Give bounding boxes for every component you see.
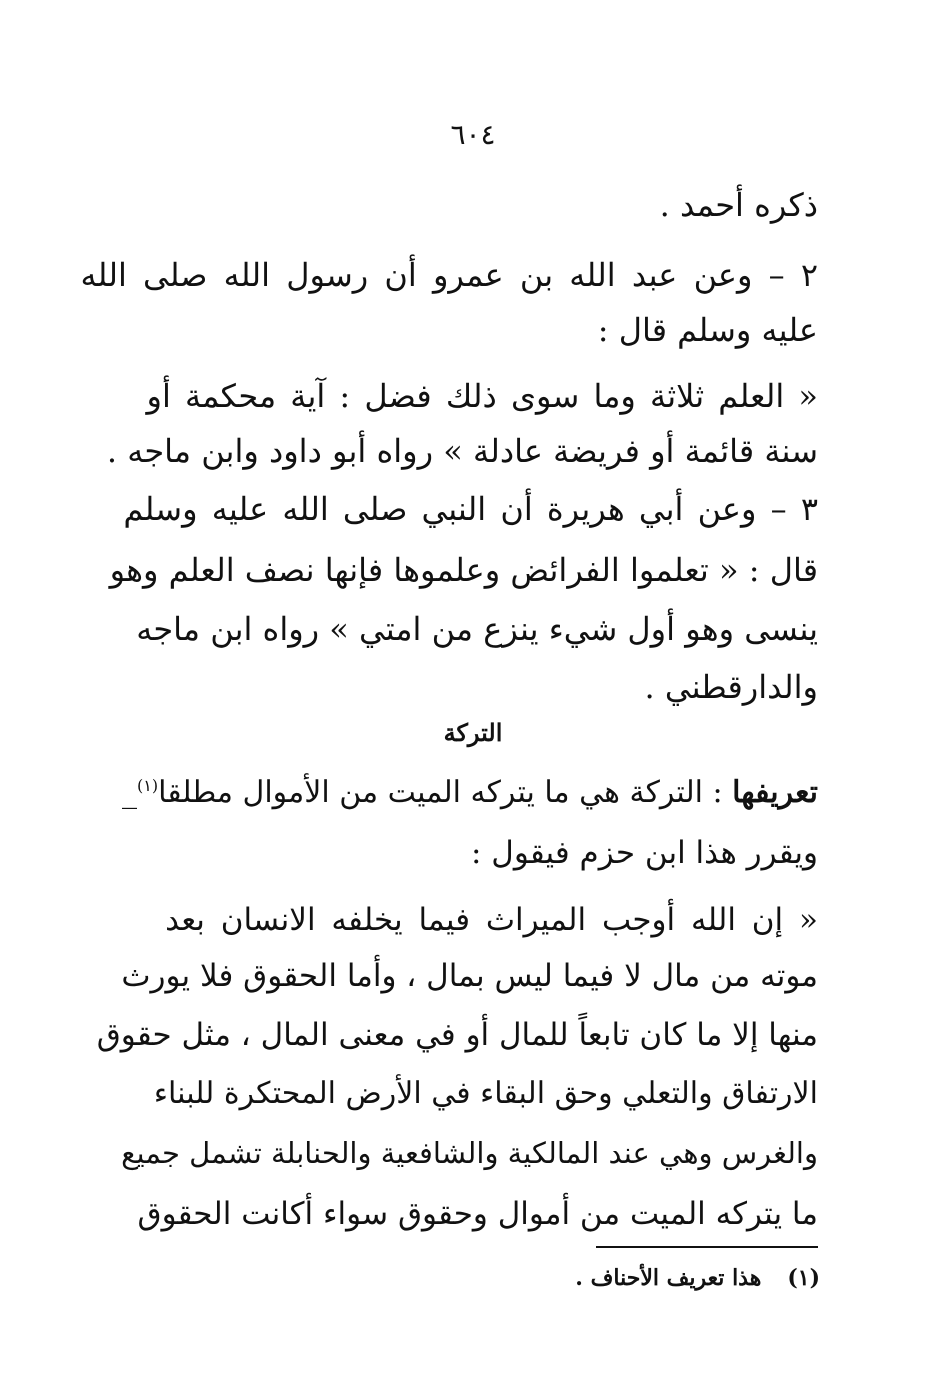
footnote-number: (١) xyxy=(787,1265,820,1291)
text-line: والغرس وهي عند المالكية والشافعية والحنابلة تشمل جميع xyxy=(121,1136,818,1170)
text-line: « العلم ثلاثة وما سوى ذلك فضل : آية محكمة أو xyxy=(146,377,818,415)
footnote-text: هذا تعريف الأحناف . xyxy=(575,1265,762,1291)
definition-content xyxy=(122,775,818,810)
definition-text: : التركة هي ما يتركه الميت من الأموال مطلقا xyxy=(158,775,733,810)
footnote-ref: (١) xyxy=(136,776,159,795)
dash: _ xyxy=(121,775,137,810)
page-number: ٦٠٤ xyxy=(450,118,496,151)
text-line: ٢ – وعن عبد الله بن عمرو أن رسول الله صلى الله xyxy=(80,256,818,294)
text-line: ٣ – وعن أبي هريرة أن النبي صلى الله عليه وسلم xyxy=(123,490,818,528)
text-line: « إن الله أوجب الميراث فيما يخلفه الانسان بعد xyxy=(165,902,818,938)
footnote-separator xyxy=(596,1246,818,1248)
text-line: منها إلا ما كان تابعاً للمال أو في معنى المال ، مثل حقوق xyxy=(96,1017,818,1053)
text-line: سنة قائمة أو فريضة عادلة » رواه أبو داود وابن ماجه . xyxy=(106,432,818,470)
text-line: موته من مال لا فيما ليس بمال ، وأما الحقوق فلا يورث xyxy=(121,958,818,994)
footnote xyxy=(575,1265,820,1291)
text-line: ينسى وهو أول شيء ينزع من امتي » رواه ابن ماجه xyxy=(136,610,818,648)
section-heading: التركة xyxy=(443,718,503,747)
text-line: ما يتركه الميت من أموال وحقوق سواء أكانت الحقوق xyxy=(137,1196,818,1232)
text-line: ذكره أحمد . xyxy=(659,186,818,224)
text-line: ويقرر هذا ابن حزم فيقول : xyxy=(471,835,818,871)
definition-label: تعريفها xyxy=(732,775,818,810)
text-line: عليه وسلم قال : xyxy=(597,311,818,349)
text-line: والدارقطني . xyxy=(644,668,818,706)
text-line: الارتفاق والتعلي وحق البقاء في الأرض المحتكرة للبناء xyxy=(153,1076,818,1111)
text-line: قال : « تعلموا الفرائض وعلموها فإنها نصف العلم وهو xyxy=(109,551,818,589)
